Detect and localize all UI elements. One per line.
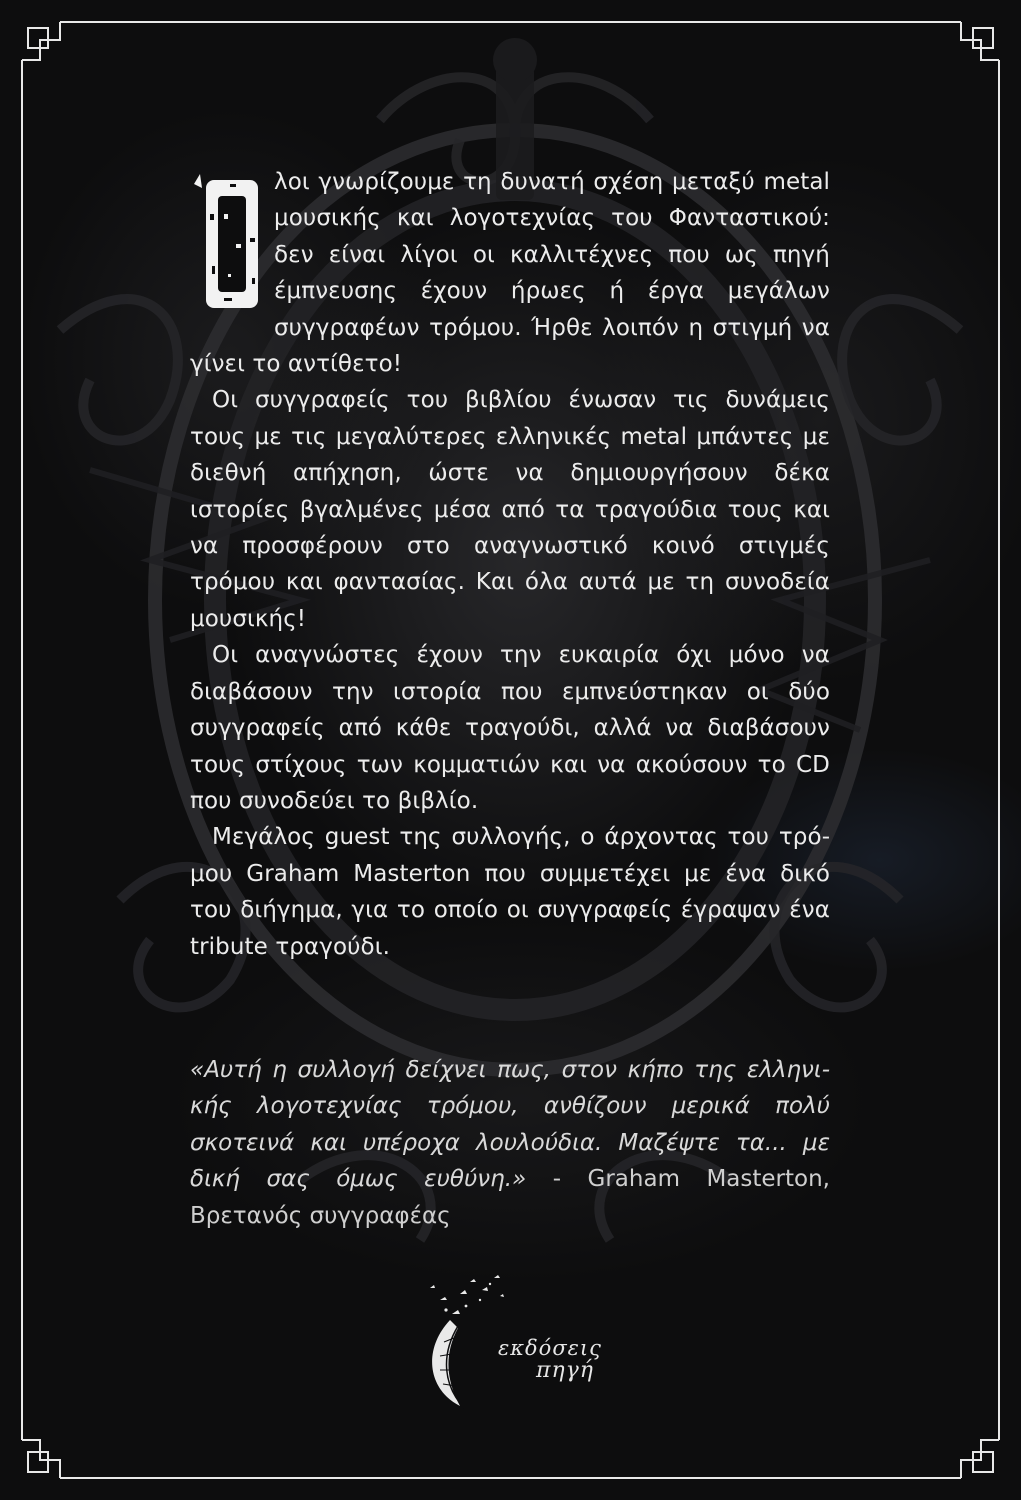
paragraph-1-text: λοι γνωρίζουμε τη δυνατή σχέση μεταξύ metal μουσικής και λογοτεχνίας του Φανταστικού: δεν είναι λίγοι οι καλλιτέχνες που ως πηγή έμπνευσης έχουν ήρωες ή έργα μεγάλων συγγραφέων τρόμου. Ήρθε λοιπόν η στιγμή να γίνει το αντίθετο! [190,169,830,378]
paragraph-4: Μεγάλος guest της συλλογής, ο άρχοντας του τρόμου Graham Masterton που συμμετέχει με ένα δικό του διήγημα, για το οποίο οι συγγραφείς έγραψαν ένα tribute τραγούδι. [190,824,830,960]
publisher-logo [410,1270,630,1410]
blurb-text [190,164,830,965]
paragraph-2: Οι συγγραφείς του βιβλίου ένωσαν τις δυνάμεις τους με τις μεγαλύτερες ελληνικές metal μπάντες με διεθνή απήχηση, ώστε να δημιουργήσουν δέκα ιστορίες βγαλμένες μέσα από τα τραγούδια τους και να προσφέρουν στο αναγνωστικό κοινό στιγμές τρόμου και φαντασίας. Και όλα αυτά με τη συνοδεία μουσικής! [190,387,830,632]
paragraph-1 [190,164,830,382]
review-quote [190,1052,830,1234]
publisher-name-line2: πηγή [536,1358,594,1383]
svg-text:Ό: Ό [190,174,191,175]
publisher-name-line1: εκδόσεις [498,1336,602,1360]
quote-paragraph [190,1052,830,1234]
quote-attribution: - Graham Masterton, Βρετανός συγγραφέας [190,1166,830,1229]
drop-cap-omicron-icon [190,174,262,314]
quote-text: «Αυτή η συλλογή δείχνει πως, στον κήπο της ελληνικής λογοτεχνίας τρόμου, ανθίζουν μερικά πολύ σκοτεινά και υπέροχα λουλούδια. Μαζέψτε τα... με δική σας όμως ευθύνη.» [190,1057,830,1193]
paragraph-3: Οι αναγνώστες έχουν την ευκαιρία όχι μόνο να διαβάσουν την ιστορία που εμπνεύστηκαν οι δύο συγγραφείς από κάθε τραγούδι, αλλά να διαβάσουν τους στίχους των κομματιών και να ακούσουν το CD που συνοδεύει το βιβλίο. [190,642,830,814]
drop-cap [190,174,262,314]
